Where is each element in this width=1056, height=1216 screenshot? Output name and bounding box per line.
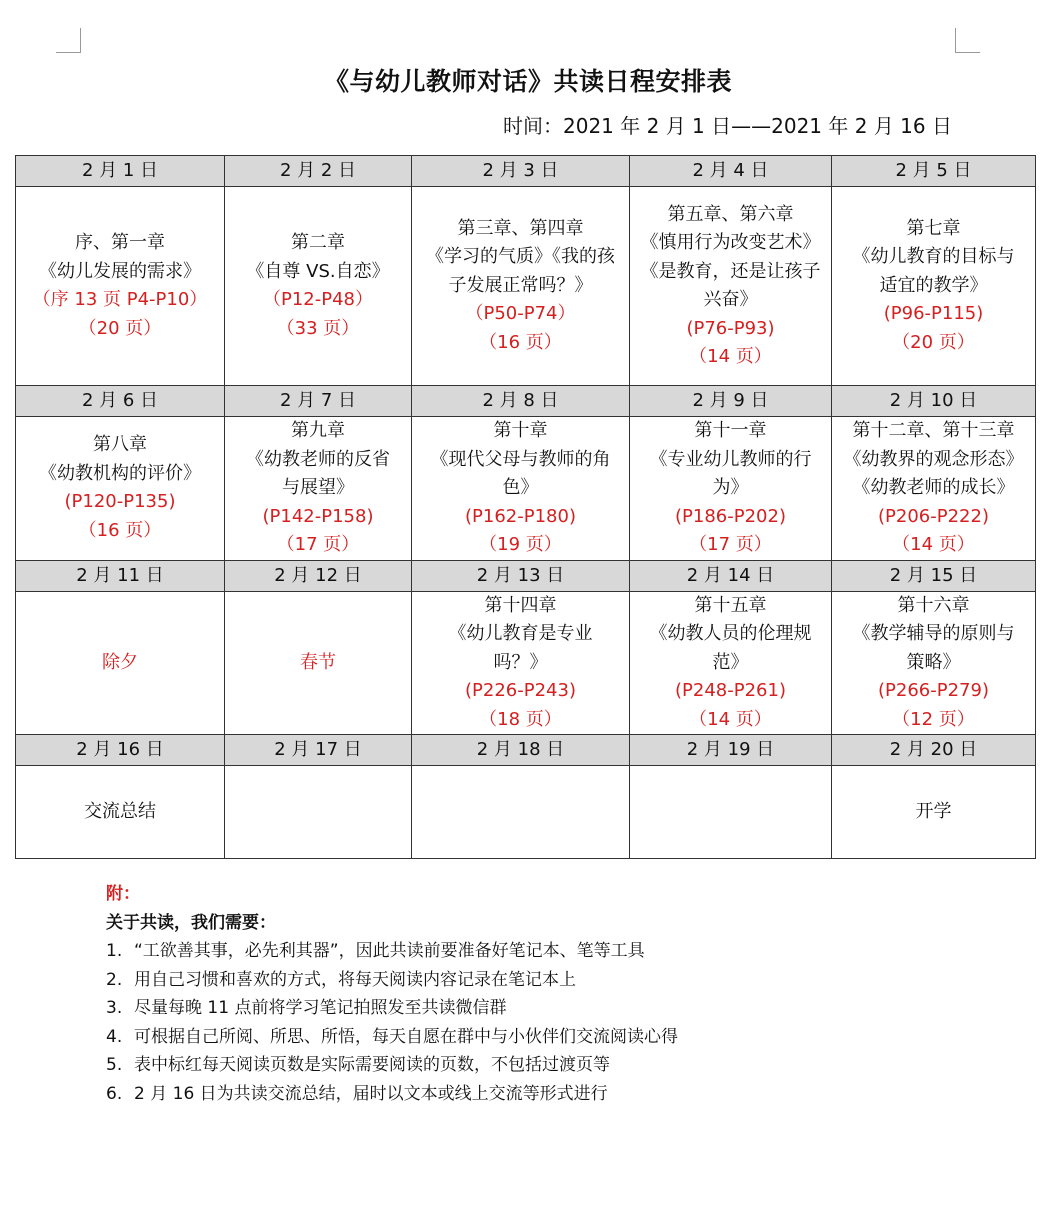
book-section-title: 《幼教老师的成长》	[852, 477, 1015, 498]
book-section-title: 《现代父母与教师的角	[430, 448, 611, 470]
page-corner-mark-left	[56, 28, 81, 53]
schedule-cell	[225, 187, 412, 386]
date-header-cell: 2 月 9 日	[630, 386, 832, 417]
page-count: （18 页）	[479, 708, 562, 730]
schedule-cell	[16, 766, 225, 859]
note-text: “工欲善其事，必先利其器”，因此共读前要准备好笔记本、笔等工具	[134, 941, 645, 961]
note-number: 6.	[106, 1083, 123, 1104]
content-row	[16, 417, 1036, 561]
chapter-label: 第十二章、第十三章	[852, 420, 1015, 441]
page-title: 《与幼儿教师对话》共读日程安排表	[323, 67, 732, 96]
book-section-title: 《幼教老师的反省	[246, 448, 390, 470]
book-section-title: 范》	[712, 651, 749, 673]
schedule-cell	[412, 591, 630, 735]
note-text: 尽量每晚 11 点前将学习笔记拍照发至共读微信群	[134, 998, 507, 1018]
book-section-title: 《幼教界的观念形态》	[843, 448, 1024, 470]
date-header-cell: 2 月 16 日	[16, 735, 225, 766]
date-header-cell: 2 月 1 日	[16, 156, 225, 187]
page-range: (P266-P279)	[878, 680, 989, 701]
schedule-cell	[412, 417, 630, 561]
book-section-title: 《幼儿发展的需求》	[39, 260, 201, 282]
book-section-title: 兴奋》	[703, 289, 758, 310]
book-section-title: 吗？》	[493, 651, 548, 673]
page-range: (P206-P222)	[878, 505, 989, 527]
notes-list	[106, 937, 678, 1108]
schedule-cell	[16, 591, 225, 735]
note-item	[106, 966, 678, 995]
date-header-row	[16, 560, 1036, 591]
book-section-title: 《是教育，还是让孩子	[640, 260, 821, 282]
date-header-cell: 2 月 18 日	[412, 735, 630, 766]
date-header-cell: 2 月 8 日	[412, 386, 630, 417]
page-count: （14 页）	[892, 534, 975, 555]
schedule-cell	[412, 187, 630, 386]
schedule-cell	[630, 591, 832, 735]
page-count: （20 页）	[78, 317, 162, 339]
note-text: 用自己习惯和喜欢的方式，将每天阅读内容记录在笔记本上	[134, 969, 576, 990]
book-section-title: 与展望》	[282, 477, 354, 498]
note-number: 2.	[106, 969, 123, 990]
page-count: （16 页）	[78, 519, 162, 541]
page-count: （14 页）	[689, 708, 772, 730]
page-range: (P76-P93)	[686, 317, 775, 339]
date-header-cell: 2 月 3 日	[412, 156, 630, 187]
page-range: （P50-P74）	[465, 303, 576, 325]
page-range: （P12-P48）	[262, 289, 373, 310]
cell-note: 开学	[915, 800, 952, 822]
chapter-label: 序、第一章	[75, 232, 165, 253]
note-item	[106, 937, 678, 966]
book-section-title: 《专业幼儿教师的行	[649, 448, 812, 470]
date-header-row	[16, 156, 1036, 187]
schedule-cell	[832, 417, 1036, 561]
page-count: （17 页）	[276, 534, 360, 555]
schedule-cell	[225, 591, 412, 735]
note-text: 可根据自己所阅、所思、所悟，每天自愿在群中与小伙伴们交流阅读心得	[134, 1026, 678, 1047]
date-range: 时间：2021 年 2 月 1 日——2021 年 2 月 16 日	[503, 114, 952, 138]
date-header-cell: 2 月 20 日	[832, 735, 1036, 766]
note-text: 2 月 16 日为共读交流总结，届时以文本或线上交流等形式进行	[134, 1083, 608, 1104]
note-item	[106, 994, 678, 1023]
page-range: (P142-P158)	[262, 505, 374, 527]
schedule-cell	[832, 187, 1036, 386]
content-row	[16, 766, 1036, 859]
page-count: （17 页）	[689, 534, 772, 555]
page-count: （14 页）	[689, 346, 772, 367]
note-item	[106, 1023, 678, 1052]
page-count: （12 页）	[892, 708, 975, 730]
date-header-cell: 2 月 10 日	[832, 386, 1036, 417]
note-item	[106, 1051, 678, 1080]
book-section-title: 《幼儿教育是专业	[448, 623, 593, 644]
book-section-title: 为》	[712, 477, 749, 498]
notes-section	[106, 880, 678, 1108]
chapter-label: 第十章	[493, 420, 548, 441]
book-section-title: 《慎用行为改变艺术》	[640, 232, 821, 253]
date-header-cell: 2 月 5 日	[832, 156, 1036, 187]
content-row	[16, 591, 1036, 735]
chapter-label: 第八章	[93, 434, 147, 456]
date-header-row	[16, 386, 1036, 417]
date-header-cell: 2 月 11 日	[16, 560, 225, 591]
note-text: 表中标红每天阅读页数是实际需要阅读的页数，不包括过渡页等	[134, 1055, 610, 1075]
schedule-cell	[225, 417, 412, 561]
date-header-cell: 2 月 15 日	[832, 560, 1036, 591]
date-header-cell: 2 月 4 日	[630, 156, 832, 187]
date-header-cell: 2 月 2 日	[225, 156, 412, 187]
content-row	[16, 187, 1036, 386]
page-range: (P162-P180)	[465, 505, 576, 527]
page-count: （19 页）	[479, 534, 562, 555]
schedule-cell	[832, 766, 1036, 859]
schedule-cell	[16, 187, 225, 386]
chapter-label: 第七章	[906, 217, 961, 239]
date-header-row	[16, 735, 1036, 766]
schedule-cell	[630, 187, 832, 386]
page-range: (P248-P261)	[675, 680, 786, 701]
schedule-cell	[832, 591, 1036, 735]
note-number: 1.	[106, 941, 123, 961]
schedule-cell	[630, 417, 832, 561]
date-header-cell: 2 月 12 日	[225, 560, 412, 591]
date-header-cell: 2 月 17 日	[225, 735, 412, 766]
page-range: (P96-P115)	[883, 303, 984, 325]
page-range: （序 13 页 P4-P10）	[32, 289, 208, 310]
note-number: 3.	[106, 998, 123, 1018]
date-header-cell: 2 月 19 日	[630, 735, 832, 766]
schedule-table	[15, 155, 1036, 859]
book-section-title: 子发展正常吗？》	[448, 274, 593, 296]
note-number: 5.	[106, 1055, 123, 1075]
holiday-label: 春节	[300, 651, 336, 673]
book-section-title: 《学习的气质》《我的孩	[426, 246, 615, 268]
note-number: 4.	[106, 1026, 123, 1047]
book-section-title: 适宜的教学》	[879, 274, 988, 296]
schedule-cell	[630, 766, 832, 859]
cell-note: 交流总结	[84, 800, 156, 822]
schedule-cell	[16, 417, 225, 561]
book-section-title: 《幼教人员的伦理规	[649, 623, 812, 644]
page-count: （33 页）	[276, 317, 360, 339]
note-item	[106, 1080, 678, 1109]
page-corner-mark-right	[955, 28, 980, 53]
chapter-label: 第五章、第六章	[667, 203, 794, 225]
date-header-cell: 2 月 13 日	[412, 560, 630, 591]
chapter-label: 第十六章	[897, 594, 970, 616]
appendix-label: 附：	[106, 884, 140, 904]
chapter-label: 第十四章	[484, 594, 557, 616]
chapter-label: 第九章	[291, 420, 345, 441]
schedule-cell	[412, 766, 630, 859]
chapter-label: 第十一章	[694, 420, 767, 441]
page-count: （16 页）	[479, 331, 562, 353]
page-range: (P186-P202)	[675, 505, 786, 527]
page-range: (P120-P135)	[64, 491, 176, 513]
book-section-title: 《教学辅导的原则与	[852, 623, 1015, 644]
chapter-label: 第三章、第四章	[457, 217, 584, 239]
book-section-title: 色》	[502, 477, 539, 498]
book-section-title: 《幼儿教育的目标与	[852, 246, 1015, 268]
book-section-title: 《自尊 VS.自恋》	[246, 260, 390, 282]
book-section-title: 《幼教机构的评价》	[39, 462, 201, 484]
date-header-cell: 2 月 7 日	[225, 386, 412, 417]
book-section-title: 策略》	[906, 651, 961, 673]
date-header-cell: 2 月 14 日	[630, 560, 832, 591]
holiday-label: 除夕	[102, 651, 138, 673]
chapter-label: 第二章	[291, 232, 345, 253]
notes-subtitle: 关于共读，我们需要：	[106, 912, 276, 933]
chapter-label: 第十五章	[694, 594, 767, 616]
date-header-cell: 2 月 6 日	[16, 386, 225, 417]
page-count: （20 页）	[892, 331, 975, 353]
page-range: (P226-P243)	[465, 680, 576, 701]
schedule-cell	[225, 766, 412, 859]
